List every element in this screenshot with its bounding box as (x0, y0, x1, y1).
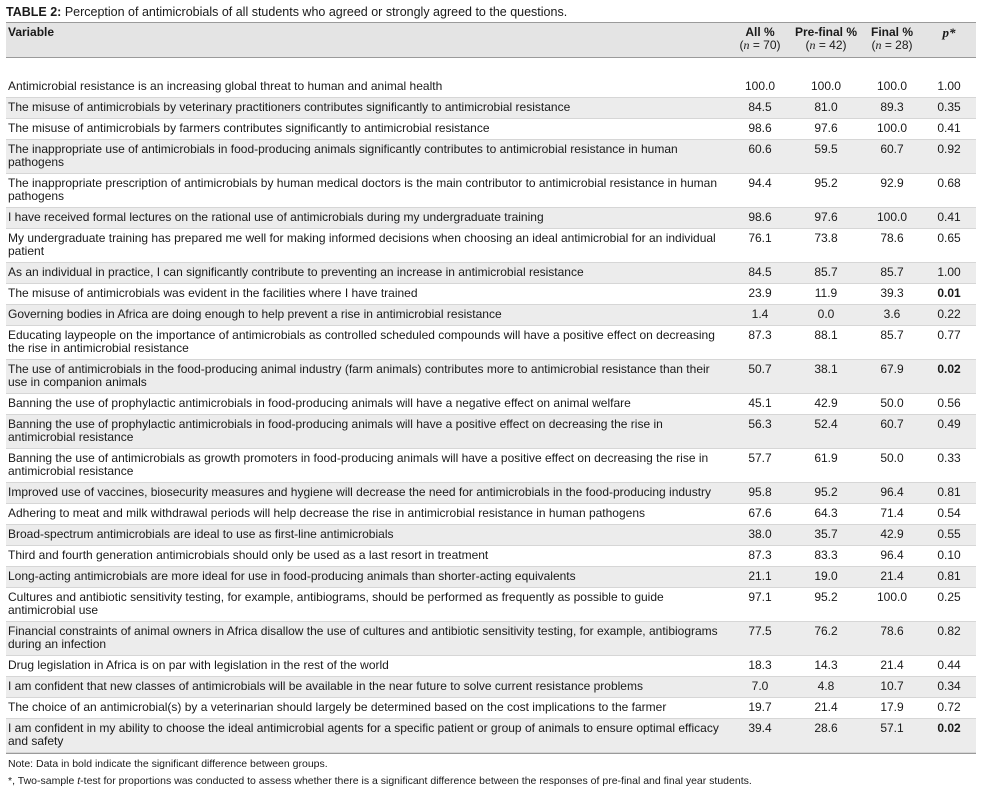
p-value-cell: 0.35 (937, 100, 961, 114)
p-value-cell: 0.55 (937, 527, 961, 541)
p-value-cell: 0.41 (937, 210, 961, 224)
table-header (6, 22, 976, 58)
variable-cell: My undergraduate training has prepared me well for making informed decisions when choosing an ideal antimicrobial for an individual patient (8, 231, 716, 258)
variable-cell: The inappropriate prescription of antimicrobials by human medical doctors is the main contributor to antimicrobial resistance in human pathogens (8, 176, 718, 203)
p-value-cell: 0.92 (937, 142, 961, 156)
variable-cell: The choice of an antimicrobial(s) by a veterinarian should largely be determined based on the cost implications to the farmer (8, 700, 667, 714)
final-percent-cell: 92.9 (880, 176, 904, 190)
header-prefinal-title: Pre-final % (794, 25, 857, 39)
variable-cell: The inappropriate use of antimicrobials in food-producing animals significantly contributes to antimicrobial resistance in human pathogens (8, 142, 678, 169)
p-value-cell: 0.41 (937, 121, 961, 135)
table-row (6, 174, 976, 208)
prefinal-percent-cell: 52.4 (814, 417, 838, 431)
variable-cell: Antimicrobial resistance is an increasing global threat to human and animal health (8, 79, 443, 93)
table-row (6, 98, 976, 119)
prefinal-percent-cell: 100.0 (810, 79, 842, 93)
p-value-cell: 0.22 (937, 307, 961, 321)
table-row (6, 449, 976, 483)
table-row (6, 656, 976, 677)
final-percent-cell: 3.6 (883, 307, 901, 321)
header-all-n: (n = 70) (739, 38, 781, 52)
header-prefinal (790, 23, 862, 57)
header-all (730, 23, 790, 57)
table-body (6, 77, 976, 753)
final-percent-cell: 10.7 (880, 679, 904, 693)
prefinal-percent-cell: 95.2 (814, 590, 838, 604)
variable-cell: The use of antimicrobials in the food-producing animal industry (farm animals) contributes more to antimicrobial resistance than their use in companion animals (8, 362, 710, 389)
table-caption (6, 5, 976, 20)
p-value-cell: 0.01 (937, 286, 961, 300)
final-percent-cell: 85.7 (880, 328, 904, 342)
final-percent-cell: 78.6 (880, 231, 904, 245)
all-percent-cell: 56.3 (748, 417, 772, 431)
header-all-title: All % (745, 25, 775, 39)
final-percent-cell: 21.4 (880, 658, 904, 672)
all-percent-cell: 1.4 (751, 307, 769, 321)
p-value-cell: 0.68 (937, 176, 961, 190)
caption-text: Perception of antimicrobials of all students who agreed or strongly agreed to the questions. (64, 5, 568, 19)
table-row (6, 263, 976, 284)
final-percent-cell: 71.4 (880, 506, 904, 520)
table-note: Note: Data in bold indicate the significant difference between groups. (8, 758, 328, 770)
table-row (6, 622, 976, 656)
prefinal-percent-cell: 83.3 (814, 548, 838, 562)
caption-label: TABLE 2: (6, 5, 62, 19)
table-row (6, 360, 976, 394)
p-value-cell: 0.49 (937, 417, 961, 431)
variable-cell: Drug legislation in Africa is on par with legislation in the rest of the world (8, 658, 389, 672)
table-footnote: *, Two-sample t-test for proportions was conducted to assess whether there is a significant difference between the responses of pre-final and final year students. (8, 775, 752, 787)
final-percent-cell: 100.0 (876, 590, 908, 604)
prefinal-percent-cell: 11.9 (814, 286, 838, 300)
prefinal-percent-cell: 95.2 (814, 176, 838, 190)
all-percent-cell: 21.1 (748, 569, 772, 583)
final-percent-cell: 21.4 (880, 569, 904, 583)
variable-cell: Improved use of vaccines, biosecurity measures and hygiene will decrease the need for antimicrobials in the food-producing industry (8, 485, 712, 499)
all-percent-cell: 87.3 (748, 548, 772, 562)
prefinal-percent-cell: 19.0 (814, 569, 838, 583)
prefinal-percent-cell: 28.6 (814, 721, 838, 735)
prefinal-percent-cell: 88.1 (814, 328, 838, 342)
all-percent-cell: 95.8 (748, 485, 772, 499)
p-value-cell: 0.77 (937, 328, 961, 342)
variable-cell: Adhering to meat and milk withdrawal periods will help decrease the rise in antimicrobial resistance in human pathogens (8, 506, 646, 520)
header-final-n: (n = 28) (871, 38, 913, 52)
all-percent-cell: 7.0 (751, 679, 769, 693)
all-percent-cell: 67.6 (748, 506, 772, 520)
table-row (6, 415, 976, 449)
prefinal-percent-cell: 38.1 (814, 362, 838, 376)
prefinal-percent-cell: 21.4 (814, 700, 838, 714)
prefinal-percent-cell: 64.3 (814, 506, 838, 520)
variable-cell: Governing bodies in Africa are doing enough to help prevent a rise in antimicrobial resistance (8, 307, 502, 321)
table-row (6, 677, 976, 698)
header-final (862, 23, 922, 57)
all-percent-cell: 57.7 (748, 451, 772, 465)
final-percent-cell: 60.7 (880, 417, 904, 431)
header-final-title: Final % (870, 25, 913, 39)
prefinal-percent-cell: 59.5 (814, 142, 838, 156)
variable-cell: The misuse of antimicrobials was evident in the facilities where I have trained (8, 286, 418, 300)
table-row (6, 284, 976, 305)
final-percent-cell: 100.0 (876, 121, 908, 135)
variable-cell: Third and fourth generation antimicrobials should only be used as a last resort in treatment (8, 548, 489, 562)
all-percent-cell: 100.0 (744, 79, 776, 93)
variable-cell: Cultures and antibiotic sensitivity testing, for example, antibiograms, should be performed as frequently as possible to guide antimicrobial use (8, 590, 664, 617)
prefinal-percent-cell: 35.7 (814, 527, 838, 541)
p-value-cell: 0.81 (937, 569, 961, 583)
p-value-cell: 0.65 (937, 231, 961, 245)
prefinal-percent-cell: 97.6 (814, 121, 838, 135)
p-value-cell: 1.00 (937, 79, 961, 93)
prefinal-percent-cell: 95.2 (814, 485, 838, 499)
all-percent-cell: 23.9 (748, 286, 772, 300)
header-p-value: p* (942, 25, 956, 40)
all-percent-cell: 39.4 (748, 721, 772, 735)
prefinal-percent-cell: 85.7 (814, 265, 838, 279)
all-percent-cell: 98.6 (748, 210, 772, 224)
prefinal-percent-cell: 97.6 (814, 210, 838, 224)
prefinal-percent-cell: 42.9 (814, 396, 838, 410)
p-value-cell: 0.10 (937, 548, 961, 562)
table-row (6, 305, 976, 326)
all-percent-cell: 45.1 (748, 396, 772, 410)
all-percent-cell: 84.5 (748, 265, 772, 279)
table-bottom-rule (6, 753, 976, 754)
table-row (6, 394, 976, 415)
prefinal-percent-cell: 4.8 (817, 679, 835, 693)
all-percent-cell: 50.7 (748, 362, 772, 376)
final-percent-cell: 100.0 (876, 79, 908, 93)
p-value-cell: 0.54 (937, 506, 961, 520)
p-value-cell: 0.56 (937, 396, 961, 410)
final-percent-cell: 78.6 (880, 624, 904, 638)
final-percent-cell: 57.1 (880, 721, 904, 735)
variable-cell: Long-acting antimicrobials are more ideal for use in food-producing animals than shorter-acting equivalents (8, 569, 576, 583)
header-variable: Variable (8, 25, 55, 39)
variable-cell: The misuse of antimicrobials by farmers contributes significantly to antimicrobial resistance (8, 121, 490, 135)
final-percent-cell: 50.0 (880, 396, 904, 410)
table-row (6, 504, 976, 525)
table-row (6, 77, 976, 98)
all-percent-cell: 97.1 (748, 590, 772, 604)
p-value-cell: 1.00 (937, 265, 961, 279)
table-row (6, 698, 976, 719)
header-spacer (6, 58, 976, 77)
all-percent-cell: 19.7 (748, 700, 772, 714)
final-percent-cell: 50.0 (880, 451, 904, 465)
p-value-cell: 0.02 (937, 362, 961, 376)
prefinal-percent-cell: 76.2 (814, 624, 838, 638)
table-row (6, 719, 976, 753)
p-value-cell: 0.72 (937, 700, 961, 714)
p-value-cell: 0.02 (937, 721, 961, 735)
all-percent-cell: 18.3 (748, 658, 772, 672)
final-percent-cell: 42.9 (880, 527, 904, 541)
table-row (6, 229, 976, 263)
prefinal-percent-cell: 73.8 (814, 231, 838, 245)
prefinal-percent-cell: 0.0 (817, 307, 835, 321)
table-row (6, 588, 976, 622)
table-row (6, 326, 976, 360)
prefinal-percent-cell: 61.9 (814, 451, 838, 465)
prefinal-percent-cell: 14.3 (814, 658, 838, 672)
variable-cell: Banning the use of prophylactic antimicrobials in food-producing animals will have a negative effect on animal welfare (8, 396, 631, 410)
final-percent-cell: 96.4 (880, 485, 904, 499)
final-percent-cell: 85.7 (880, 265, 904, 279)
table-row (6, 567, 976, 588)
variable-cell: Banning the use of antimicrobials as growth promoters in food-producing animals will have a positive effect on decreasing the rise in antimicrobial resistance (8, 451, 709, 478)
all-percent-cell: 84.5 (748, 100, 772, 114)
table-row (6, 525, 976, 546)
p-value-cell: 0.82 (937, 624, 961, 638)
variable-cell: The misuse of antimicrobials by veterinary practitioners contributes significantly to antimicrobial resistance (8, 100, 571, 114)
p-value-cell: 0.81 (937, 485, 961, 499)
table-row (6, 119, 976, 140)
variable-cell: I am confident in my ability to choose the ideal antimicrobial agents for a specific patient or group of animals to ensure optimal efficacy and safety (8, 721, 719, 748)
all-percent-cell: 94.4 (748, 176, 772, 190)
final-percent-cell: 60.7 (880, 142, 904, 156)
all-percent-cell: 87.3 (748, 328, 772, 342)
p-value-cell: 0.34 (937, 679, 961, 693)
variable-cell: As an individual in practice, I can significantly contribute to preventing an increase in antimicrobial resistance (8, 265, 584, 279)
variable-cell: Educating laypeople on the importance of antimicrobials as controlled scheduled compounds will have a positive effect on decreasing the rise in antimicrobial resistance (8, 328, 715, 355)
final-percent-cell: 17.9 (880, 700, 904, 714)
p-value-cell: 0.44 (937, 658, 961, 672)
table-row (6, 208, 976, 229)
final-percent-cell: 39.3 (880, 286, 904, 300)
table-row (6, 546, 976, 567)
header-prefinal-n: (n = 42) (805, 38, 847, 52)
final-percent-cell: 89.3 (880, 100, 904, 114)
p-value-cell: 0.25 (937, 590, 961, 604)
variable-cell: Broad-spectrum antimicrobials are ideal to use as first-line antimicrobials (8, 527, 394, 541)
all-percent-cell: 76.1 (748, 231, 772, 245)
table-row (6, 140, 976, 174)
variable-cell: Financial constraints of animal owners in Africa disallow the use of cultures and antibiotic sensitivity testing, for example, antibiograms during an infection (8, 624, 718, 651)
all-percent-cell: 77.5 (748, 624, 772, 638)
final-percent-cell: 100.0 (876, 210, 908, 224)
final-percent-cell: 67.9 (880, 362, 904, 376)
table-row (6, 483, 976, 504)
variable-cell: I have received formal lectures on the rational use of antimicrobials during my undergraduate training (8, 210, 544, 224)
variable-cell: Banning the use of prophylactic antimicrobials in food-producing animals will have a positive effect on decreasing the rise in antimicrobial resistance (8, 417, 663, 444)
all-percent-cell: 38.0 (748, 527, 772, 541)
all-percent-cell: 98.6 (748, 121, 772, 135)
p-value-cell: 0.33 (937, 451, 961, 465)
prefinal-percent-cell: 81.0 (814, 100, 838, 114)
variable-cell: I am confident that new classes of antimicrobials will be available in the near future to solve current resistance problems (8, 679, 643, 693)
final-percent-cell: 96.4 (880, 548, 904, 562)
all-percent-cell: 60.6 (748, 142, 772, 156)
